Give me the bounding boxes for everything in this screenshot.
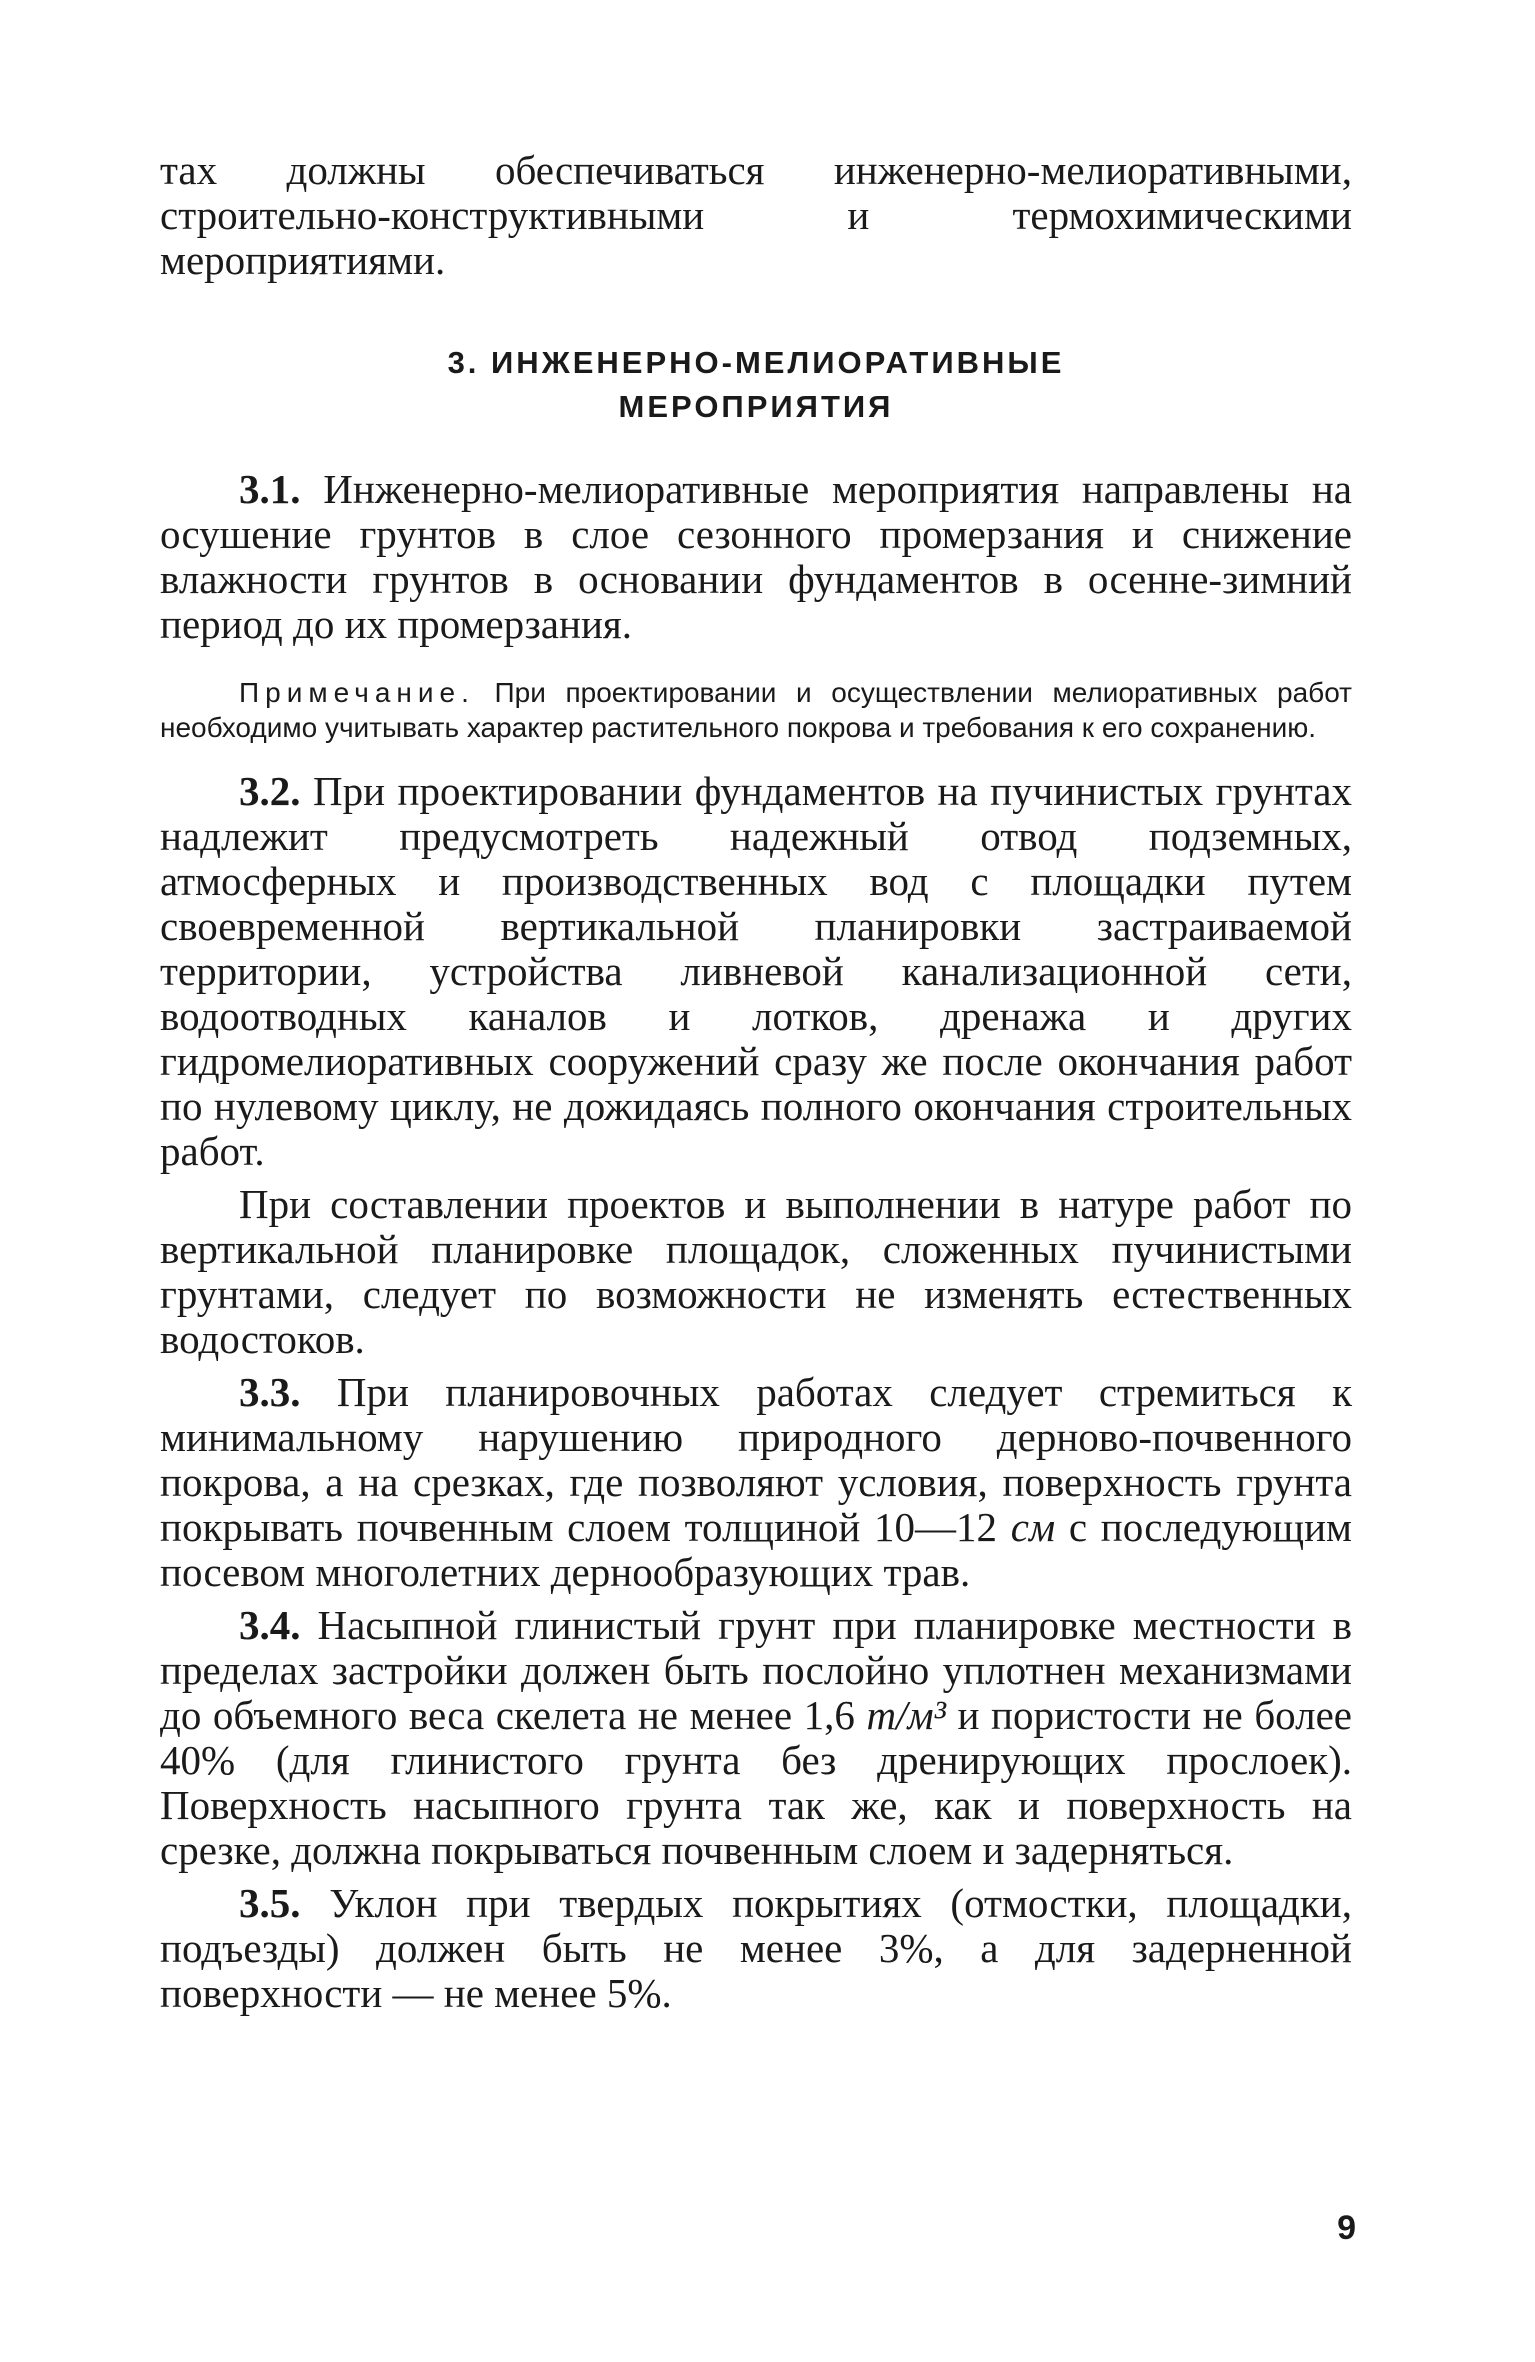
unit-text: т/м³ [866,1692,946,1738]
paragraph-3-4 [160,1603,1352,1873]
paragraph-number: 3.2. [239,768,301,814]
document-page [160,148,1352,2016]
intro-paragraph: тах должны обеспечиваться инженерно-мелиоративными, строительно-конструктивными и термохимическими мероприятиями. [160,147,1352,283]
note-label: Примечание. [239,677,475,708]
note-paragraph [160,675,1352,745]
section-title-line-1: 3. ИНЖЕНЕРНО-МЕЛИОРАТИВНЫЕ [447,345,1065,380]
paragraph-number: 3.1. [239,466,301,512]
paragraph-text: Инженерно-мелиоративные мероприятия направлены на осушение грунтов в слое сезонного промерзания и снижение влажности грунтов в основании фундаментов в осенне-зимний период до их промерзания. [160,466,1352,647]
paragraph-number: 3.3. [239,1369,301,1415]
paragraph-number: 3.5. [239,1880,301,1926]
paragraph-text: При проектировании фундаментов на пучинистых грунтах надлежит предусмотреть надежный отвод подземных, атмосферных и производственных вод с площадки путем своевременной вертикальной планировки застраиваемой территории, устройства ливневой канализационной сети, водоотводных каналов и лотков, дренажа и других гидромелиоративных сооружений сразу же после окончания работ по нулевому циклу, не дожидаясь полного окончания строительных работ. [160,768,1352,1174]
paragraph-text: При планировочных работах следует стремиться к минимальному нарушению природного дерново-почвенного покрова, а на срезках, где позволяют условия, поверхность грунта покрывать почвенным слоем толщиной 10—12 [160,1369,1352,1550]
section-heading [160,341,1352,429]
unit-text: см [1010,1504,1056,1550]
paragraph-3-2-continued: При составлении проектов и выполнении в натуре работ по вертикальной планировке площадок, сложенных пучинистыми грунтами, следует по возможности не изменять естественных водостоков. [160,1181,1352,1362]
section-title-line-2: МЕРОПРИЯТИЯ [618,389,894,424]
paragraph-text: с последующим посевом многолетних дернообразующих трав. [160,1504,1352,1595]
paragraph-text: Уклон при твердых покрытиях (отмостки, площадки, подъезды) должен быть не менее 3%, а для задерненной поверхности — не менее 5%. [160,1880,1352,2016]
paragraph-number: 3.4. [239,1602,301,1648]
paragraph-text: Насыпной глинистый грунт при планировке местности в пределах застройки должен быть послойно уплотнен механизмами до объемного веса скелета не менее 1,6 [160,1602,1352,1738]
paragraph-3-2 [160,769,1352,1174]
paragraph-3-1 [160,467,1352,647]
paragraph-text: и пористости не более 40% (для глинистого грунта без дренирующих прослоек). Поверхность насыпного грунта так же, как и поверхность на срезке, должна покрываться почвенным слоем и задерняться. [160,1692,1352,1873]
paragraph-3-3 [160,1370,1352,1595]
page-number: 9 [1337,2209,1356,2247]
note-text: При проектировании и осуществлении мелиоративных работ необходимо учитывать характер растительного покрова и требования к его сохранению. [160,677,1352,743]
paragraph-3-5 [160,1881,1352,2016]
